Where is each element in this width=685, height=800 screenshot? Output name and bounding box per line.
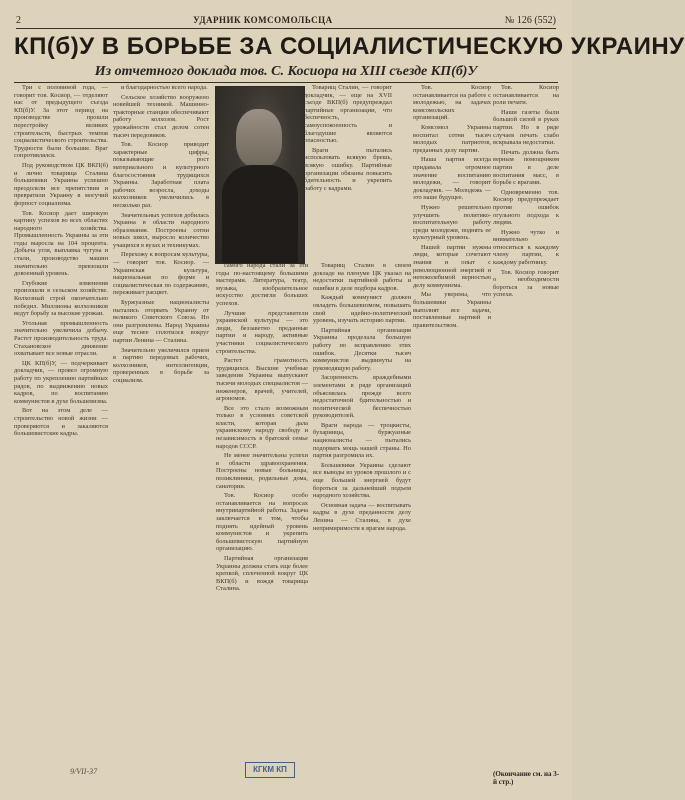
article-paragraph: Одновременно тов. Косиор предупреждает против ошибок огульного подхода к людям. — [493, 188, 559, 227]
article-paragraph: и благодарностью всего народа. — [121, 84, 208, 91]
article-paragraph: Тов. Косиор особо останавливается на вопросах внутрипартийной работы. Задача заключается в том, чтобы поднять идейный уровень коммунистов и укрепить большевистскую партийную организацию. — [216, 492, 308, 553]
portrait-photo — [215, 86, 305, 264]
article-paragraph: Нужно чутко и внимательно относиться к каждому члену партии, к каждому работнику. — [493, 228, 559, 267]
handwritten-note: 9/VII-37 — [70, 767, 98, 776]
article-paragraph: Большевики Украины сделают все выводы из уроков прошлого и с еще большей энергией будут бороться за дальнейший подъем народного хозяйства. — [313, 461, 411, 500]
headline: КП(б)У В БОРЬБЕ ЗА СОЦИАЛИСТИЧЕСКУЮ УКРАИНУ — [14, 33, 685, 60]
column-6 — [493, 84, 559, 784]
article-paragraph: Тов. Косиор говорит о необходимости бороться за новые успехи. — [493, 268, 559, 299]
article-paragraph: Враги народа — троцкисты, бухаринцы, буржуазные националисты — пытались подорвать мощь нашей страны. Но партия разгромила их. — [313, 421, 411, 460]
article-paragraph: Лучшие представители украинской культуры — это люди, беззаветно преданные партии и народу, активные участники социалистического строительства. — [216, 309, 308, 355]
article-paragraph: Под руководством ЦК ВКП(б) и лично товарища Сталина большевики Украины успешно преодолели все препятствия и превратили Украину в могучий форпост социализма. — [14, 161, 108, 207]
article-paragraph: Значительных успехов добилась Украина в области народного образования. Построены сотни новых школ, выросло количество учащихся в вузах и техникумах. — [113, 211, 209, 249]
article-paragraph: Вот на этом деле — строительство новой жизни — проверяются и закаляются большевистские кадры. — [14, 407, 108, 438]
continuation-note: (Окончание см. на 3-й стр.) — [493, 770, 560, 786]
article-paragraph: Наши газеты были большой силой в руках партии. Но в ряде случаев печать слабо вскрывала недостатки. — [493, 108, 559, 147]
article-paragraph: Враги пытались использовать всякую брешь, всякую ошибку. Партийные организации обязаны повысить бдительность и укрепить работу с кадрами. — [304, 146, 392, 192]
subtitle: Из отчетного доклада тов. С. Косиора на XIII съезде КП(б)У — [94, 64, 478, 79]
column-4 — [313, 262, 411, 784]
article-paragraph: Мы уверены, что большевики Украины выполнят все задачи, поставленные партией и правительством. — [413, 291, 491, 329]
article-paragraph: Перехожу к вопросам культуры, — говорит тов. Косиор. — Украинская культура, национальная по форме и социалистическая по содержанию, переживает расцвет. — [113, 251, 209, 297]
article-paragraph: Растет грамотность трудящихся. Высшие учебные заведения Украины выпускают тысячи молодых специалистов — инженеров, врачей, учителей, агрономов. — [216, 357, 308, 403]
article-paragraph: Тов. Косиор останавливается на роли печати. — [493, 84, 559, 107]
archive-stamp: КГКМ КП — [245, 762, 295, 778]
divider — [14, 82, 558, 83]
newspaper-name: УДАРНИК КОМСОМОЛЬСЦА — [193, 15, 333, 25]
column-3 — [216, 262, 308, 784]
article-paragraph: Каждый коммунист должен овладеть большевизмом, повышать свой идейно-политический уровень, изучать историю партии. — [313, 294, 411, 325]
article-paragraph: Сельское хозяйство вооружено новейшей техникой. Машинно-тракторные станции обеспечивают работу колхозов. Рост урожайности стал делом сотен тысяч передовиков. — [113, 93, 209, 139]
article-paragraph: Основная задача — воспитывать кадры в духе преданности делу Ленина — Сталина, в духе непримиримости к врагам народа. — [313, 501, 411, 532]
column-5 — [413, 84, 491, 784]
article-paragraph: Засоренность враждебными элементами в ряде организаций объяснялась прежде всего недостаточной бдительностью и политической беспечностью руководителей. — [313, 374, 411, 420]
article-paragraph: ЦК КП(б)У, — подчеркивает докладчик, — провел огромную работу по укреплению партийных рядов, по выдвижению новых кадров, по воспитанию коммунистов в духе большевизма. — [14, 359, 108, 405]
article-paragraph: Наша партия всегда придавала огромное значение воспитанию молодежи, — говорит докладчик. — Молодежь — это наше будущее. — [413, 156, 491, 202]
issue-number: № 126 (552) — [504, 14, 556, 26]
article-paragraph: Партийная организация Украины проделала большую работу по исправлению этих ошибок. Десятки тысяч коммунистов выдвинуты на руководящую работу. — [313, 326, 411, 372]
article-paragraph: самого народа стали за эти годы по-настоящему большими мастерами. Литература, театр, музыка, изобразительное искусство достигли больших успехов. — [216, 262, 308, 307]
article-paragraph: Товарищ Сталин в своем докладе на пленуме ЦК указал на недостатки партийной работы и ошибки в деле подбора кадров. — [313, 262, 411, 292]
article-paragraph: Три с половиной года, — говорит тов. Косиор, — отделяют нас от предыдущего съезда КП(б)У. За этот период на производстве прошли перестройку великих строительств, быстрых темпов социалистического строительства. Трудности были большие. Враг сопротивлялся. — [14, 84, 108, 160]
article-paragraph: Нужно решительно улучшить политико-воспитательную работу среди молодежи, поднять ее культурный уровень. — [413, 203, 491, 242]
article-paragraph: Значительно увеличился прием в партию передовых рабочих, колхозников, интеллигенции, проверенных в борьбе за социализм. — [113, 346, 209, 384]
article-paragraph: Партийная организация Украины должна стать еще более крепкой, сплоченной вокруг ЦК ВКП(б) и вождя товарища Сталина. — [216, 554, 308, 593]
article-paragraph: Все это стало возможным только в условиях советской власти, которая дала украинскому народу свободу и независимость в братской семье народов СССР. — [216, 404, 308, 450]
article-paragraph: Тов. Косиор приводит характерные цифры, показывающие рост материального и культурного благосостояния трудящихся Украины. Заработная плата рабочих возросла, доходы колхозников увеличились в несколько раз. — [113, 141, 209, 209]
article-paragraph: Тов. Косиор дает широкую картину успехов во всех областях народного хозяйства. Промышленность Украины за эти годы выросла на 104 процента. Добыча угля, выплавка чугуна и стали, производство машин значительно превзошли довоенный уровень. — [14, 209, 108, 278]
page-header — [16, 12, 556, 29]
page-number: 2 — [16, 14, 21, 26]
portrait-suit — [222, 165, 298, 263]
article-paragraph: Тов. Косиор останавливается на работе с молодежью, на задачах комсомольских организаций. — [413, 84, 491, 122]
article-paragraph: Угольная промышленность значительно увеличила добычу. Растет производительность труда. Стахановское движение охватывает все новые отрасли. — [14, 319, 108, 358]
column-2 — [113, 84, 209, 784]
article-paragraph: Нашей партии нужны люди, которые сочетают знания и опыт с революционной энергией и непоколебимой верностью делу коммунизма. — [413, 243, 491, 289]
column-3-top — [304, 84, 392, 262]
article-paragraph: Комсомол Украины воспитал сотни тысяч молодых патриотов, преданных делу партии. — [413, 123, 491, 154]
article-paragraph: Буржуазные националисты пытались оторвать Украину от великого Советского Союза. Но они разгромлены. Народ Украины еще теснее сплотился вокруг партии Ленина — Сталина. — [113, 299, 209, 344]
article-paragraph: Печать должна быть верным помощником партии в деле воспитания масс, в борьбе с врагами. — [493, 148, 559, 187]
portrait-face — [236, 109, 282, 167]
article-paragraph: Товарищ Сталин, — говорит докладчик, — еще на XVII съезде ВКП(б) предупреждал партийные организации, что беспечность, самоуспокоенность и благодушие являются опасностью. — [304, 84, 392, 145]
article-paragraph: Глубокие изменения произошли в сельском хозяйстве. Колхозный строй окончательно победил. Миллионы колхозников ведут борьбу за высокие урожаи. — [14, 279, 108, 318]
column-1 — [14, 84, 108, 784]
article-paragraph: Не менее значительны успехи в области здравоохранения. Построены новые больницы, поликлиники, родильные дома, санатории. — [216, 452, 308, 490]
